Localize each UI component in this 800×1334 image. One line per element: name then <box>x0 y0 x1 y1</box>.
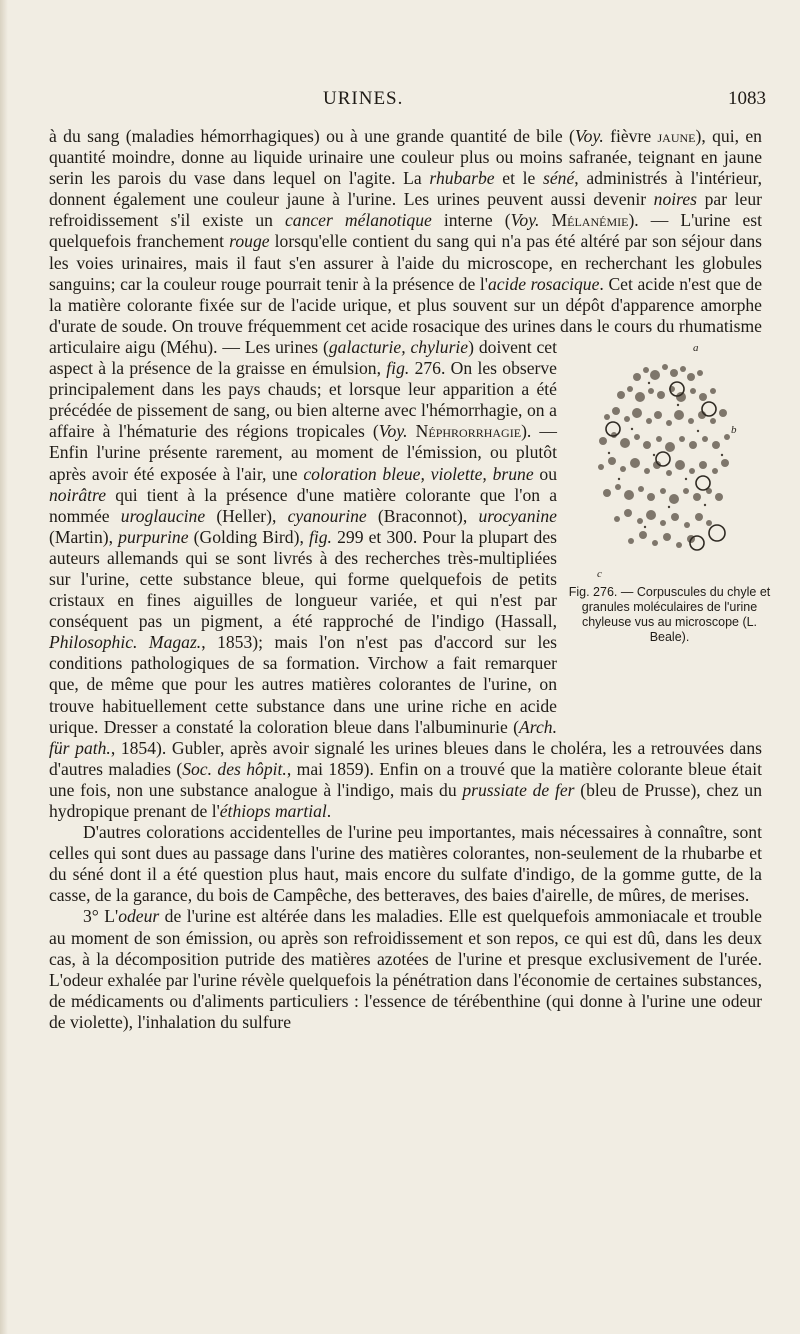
page-header <box>0 88 800 114</box>
figure-caption: Fig. 276. — Corpuscules du chyle et granules moléculaires de l'urine chyleuse vus au microscope (L. Beale). <box>568 584 771 644</box>
paragraph-3: 3° L'odeur de l'urine est altérée dans les maladies. Elle est quelquefois ammoniacale et trouble au moment de son émission, ou après son refroidissement et son repos, ce qui est dû, dans les deux cas, à la décomposition putride des matières azotées de l'urine et presque exclusivement de l'urée. L'odeur exhalée par l'urine révèle quelquefois la pénétration dans l'économie de certaines substances, de médicaments ou d'aliments particuliers : l'essence de térébenthine (qui donne à l'urine une odeur de violette), l'inhalation du sulfure <box>49 906 762 1032</box>
paragraph-1: à du sang (maladies hémorrhagiques) ou à une grande quantité de bile (Voy. fièvre jaune), qui, en quantité moindre, donne au liquide urinaire une couleur plus ou moins safranée, teignant en jaune serin les parois du vase dans lequel on l'agite. La rhubarbe et le séné, administrés à l'intérieur, donnent également une couleur jaune à l'urine. Les urines peuvent aussi devenir noires par leur refroidissement s'il existe un cancer mélanotique interne (Voy. Mélanémie). — L'urine est quelquefois franchement rouge lorsqu'elle contient du sang qui n'a pas été altéré par son séjour dans les voies urinaires, mais il faut s'en assurer à l'aide du microscope, en recherchant les globules sanguins; car la couleur rouge pourrait tenir à la présence de l'acide rosacique. Cet acide n'est que de la matière colorante fixée sur de l'acide urique, et plus souvent sur un dépôt d'apparence amorphe d'urate de soude. On trouve fréquemment cet acide rosacique des urines dans le cours du rhumatisme articulaire aigu (Méhu). — Les urines a b c Fig. 276. — Corpuscules du chyle et granules moléculaires de l'urine chyleuse vus au microscope (L. Beale). (galacturie, chylurie) doivent cet aspect à la présence de la graisse en émulsion, fig. 276. On les observe principalement dans les pays chauds; et lorsque leur apparition a été précédée de pissement de sang, ou bien alterne avec l'hémorrhagie, on a affaire à l'hématurie des régions tropicales (Voy. Néphrorrhagie). — Enfin l'urine présente rarement, au moment de l'émission, ou plutôt après avoir été exposée à l'air, une coloration bleue, violette, brune ou noirâtre qui tient à la présence d'une matière colorante que l'on a nommée uroglaucine (Heller), cyanourine (Braconnot), urocyanine (Martin), purpurine (Golding Bird), fig. 299 et 300. Pour la plupart des auteurs allemands qui se sont livrés à des recherches très-multipliées sur l'urine, cette substance bleue, qui forme quelquefois de petits cristaux en fines aiguilles de longueur variée, et qui n'est par conséquent pas un pigment, a été rapproché de l'indigo (Hassall, Philosophic. Magaz., 1853); mais l'on n'est pas d'accord sur les conditions pathologiques de sa formation. Virchow a fait remarquer que, de même que pour les autres matières colorantes de l'urine, on trouve habituellement cette substance dans une urine riche en acide urique. Dresser a constaté la coloration bleue dans l'albuminurie (Arch. für path., 1854). Gubler, après avoir signalé les urines bleues dans le choléra, les a retrouvées dans d'autres maladies (Soc. des hôpit., mai 1859). Enfin on a trouvé que la matière colorante bleue était une fois, non une substance analogue à l'indigo, mais du prussiate de fer (bleu de Prusse), chez un hydropique prenant de l'éthiops martial. <box>49 126 771 821</box>
running-title: URINES. <box>323 88 404 109</box>
page-edge-shadow <box>0 0 8 1334</box>
figure-276 <box>567 337 772 723</box>
body-text <box>49 126 771 1033</box>
paragraph-2: D'autres colorations accidentelles de l'urine peu importantes, mais nécessaires à connaître, sont celles qui sont dues au passage dans l'urine des matières colorantes, non-seulement de la rhubarbe et du séné dont il a été question plus haut, mais encore du sulfate d'indigo, de la gomme gutte, de la casse, de la garance, du bois de Campêche, des betteraves, des baies d'airelle, de mûres, de merises. <box>49 822 762 906</box>
page-number: 1083 <box>728 88 766 109</box>
chyle-corpuscles-illustration <box>585 337 735 581</box>
figure-label-a: a <box>693 341 699 354</box>
figure-label-c: c <box>597 567 602 580</box>
figure-label-b: b <box>731 423 737 436</box>
